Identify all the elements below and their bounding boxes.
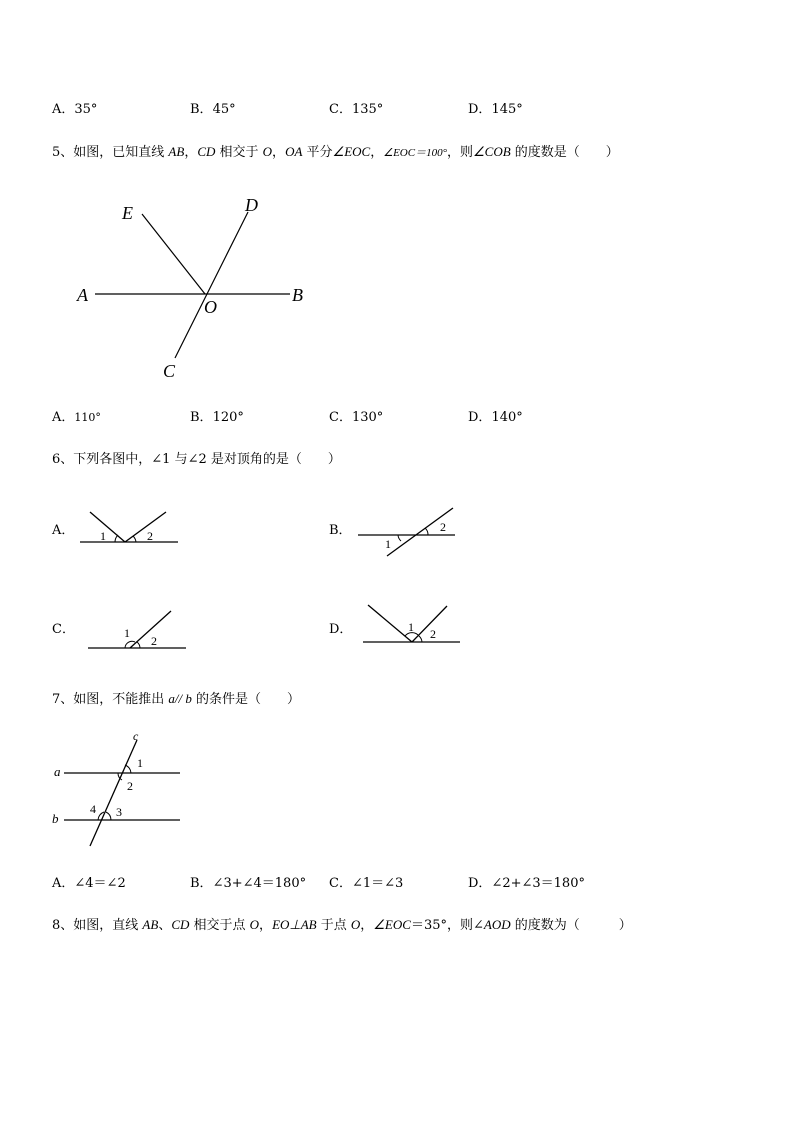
svg-text:2: 2 bbox=[127, 779, 133, 793]
svg-text:2: 2 bbox=[147, 529, 153, 543]
q4-option-d: D．145° bbox=[468, 102, 523, 117]
q8-stem: 8、如图，直线 AB、CD 相交于点 O，EO⊥AB 于点 O，∠EOC＝35°，则∠AOD 的度数为（ ） bbox=[52, 917, 632, 933]
label-d: D bbox=[245, 195, 258, 215]
svg-text:2: 2 bbox=[440, 520, 446, 534]
svg-text:a: a bbox=[54, 764, 61, 779]
svg-text:b: b bbox=[52, 811, 59, 826]
q6-label-d: D． bbox=[329, 622, 353, 637]
q7-option-a: A．∠4＝∠2 bbox=[52, 876, 126, 891]
svg-text:4: 4 bbox=[90, 802, 96, 816]
q5-option-a: A．110° bbox=[52, 410, 101, 425]
q7-stem: 7、如图，不能推出 a// b 的条件是（ ） bbox=[52, 691, 301, 707]
label-c: C bbox=[163, 361, 176, 381]
label-b: B bbox=[292, 285, 303, 305]
svg-text:1: 1 bbox=[100, 529, 106, 543]
q7-option-d: D．∠2+∠3＝180° bbox=[468, 876, 585, 891]
q5-option-b: B．120° bbox=[190, 410, 244, 425]
q7-option-c: C．∠1＝∠3 bbox=[329, 876, 404, 891]
q7-option-b: B．∠3+∠4＝180° bbox=[190, 876, 307, 891]
svg-text:3: 3 bbox=[116, 805, 122, 819]
q4-option-b: B．45° bbox=[190, 102, 236, 117]
q5-stem: 5、如图，已知直线 AB，CD 相交于 O，OA 平分∠EOC，∠EOC＝100°，则∠COB 的度数是（ ） bbox=[52, 144, 619, 160]
svg-text:2: 2 bbox=[151, 634, 157, 648]
q4-option-a: A．35° bbox=[52, 102, 98, 117]
svg-text:1: 1 bbox=[137, 756, 143, 770]
q4-option-c: C．135° bbox=[329, 102, 384, 117]
svg-text:1: 1 bbox=[385, 537, 391, 551]
q5-option-d: D．140° bbox=[468, 410, 523, 425]
q6-label-a: A． bbox=[52, 523, 75, 538]
svg-text:1: 1 bbox=[408, 620, 414, 634]
q6-label-c: C． bbox=[52, 622, 75, 637]
svg-text:2: 2 bbox=[430, 627, 436, 641]
label-e: E bbox=[122, 203, 133, 223]
q6-stem: 6、下列各图中，∠1 与∠2 是对顶角的是（ ） bbox=[52, 452, 341, 467]
q6-label-b: B． bbox=[329, 523, 352, 538]
svg-text:c: c bbox=[133, 729, 139, 743]
label-o: O bbox=[204, 297, 217, 317]
label-a: A bbox=[77, 285, 88, 305]
q5-option-c: C．130° bbox=[329, 410, 384, 425]
svg-text:1: 1 bbox=[124, 626, 130, 640]
